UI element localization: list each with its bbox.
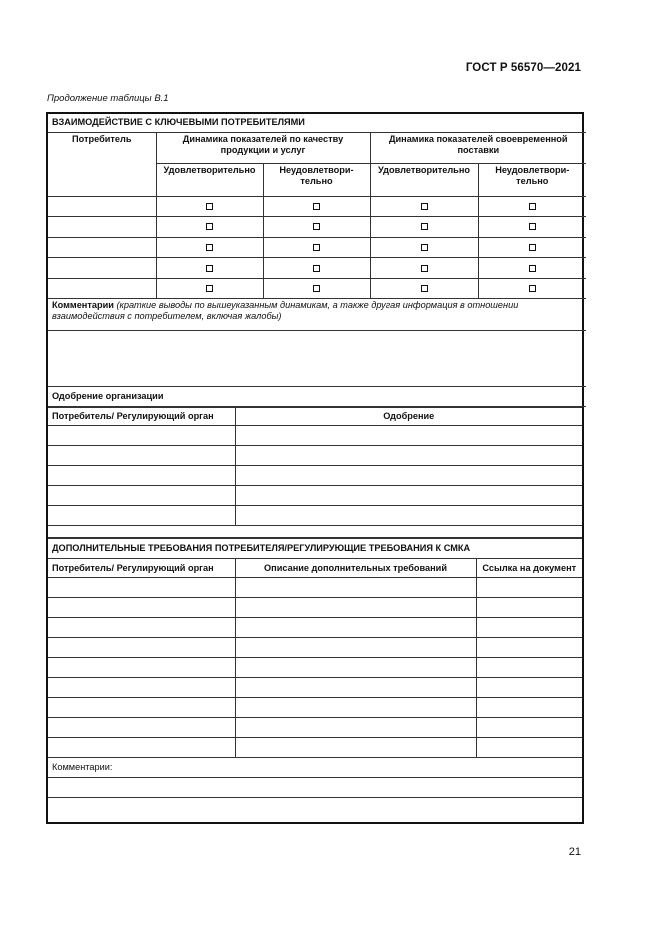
consumer-cell[interactable] <box>48 426 235 446</box>
consumer-cell[interactable] <box>48 506 235 526</box>
table-row <box>48 506 582 526</box>
approval-cell[interactable] <box>235 466 582 486</box>
consumer-cell[interactable] <box>48 196 156 217</box>
checkbox-delivery-satisfactory[interactable] <box>421 285 428 292</box>
comments-area[interactable] <box>48 331 586 387</box>
sub-quality-unsatisfactory: Неудовлетвори-тельно <box>263 163 370 196</box>
col-quality-dynamics: Динамика показателей по качеству продукции и услуг <box>156 132 370 163</box>
consumer-cell[interactable] <box>48 738 235 758</box>
table-row <box>48 738 582 758</box>
consumer-cell[interactable] <box>48 618 235 638</box>
description-cell[interactable] <box>235 578 476 598</box>
form-table <box>46 112 584 824</box>
description-cell[interactable] <box>235 738 476 758</box>
checkbox-delivery-satisfactory[interactable] <box>421 244 428 251</box>
standard-designation: ГОСТ Р 56570—2021 <box>465 62 581 74</box>
col-description: Описание дополнительных требований <box>235 559 476 578</box>
consumer-cell[interactable] <box>48 578 235 598</box>
checkbox-delivery-unsatisfactory[interactable] <box>529 244 536 251</box>
description-cell[interactable] <box>235 618 476 638</box>
description-cell[interactable] <box>235 598 476 618</box>
consumer-cell[interactable] <box>48 598 235 618</box>
checkbox-delivery-satisfactory[interactable] <box>421 203 428 210</box>
checkbox-quality-unsatisfactory[interactable] <box>313 285 320 292</box>
checkbox-delivery-unsatisfactory[interactable] <box>529 285 536 292</box>
table-row <box>48 698 582 718</box>
additional-requirements-table <box>48 538 582 820</box>
table-row <box>48 217 586 238</box>
col-document-reference: Ссылка на документ <box>476 559 582 578</box>
approval-cell[interactable] <box>235 506 582 526</box>
checkbox-quality-satisfactory[interactable] <box>206 265 213 272</box>
consumer-cell[interactable] <box>48 698 235 718</box>
reference-cell[interactable] <box>476 738 582 758</box>
description-cell[interactable] <box>235 718 476 738</box>
table-row <box>48 196 586 217</box>
table-row <box>48 578 582 598</box>
reference-cell[interactable] <box>476 578 582 598</box>
checkbox-quality-satisfactory[interactable] <box>206 223 213 230</box>
sub-delivery-unsatisfactory: Неудовлетвори-тельно <box>478 163 586 196</box>
section-key-consumers-title: ВЗАИМОДЕЙСТВИЕ С КЛЮЧЕВЫМИ ПОТРЕБИТЕЛЯМИ <box>48 114 586 132</box>
page-number: 21 <box>568 846 581 858</box>
reference-cell[interactable] <box>476 718 582 738</box>
reference-cell[interactable] <box>476 598 582 618</box>
reference-cell[interactable] <box>476 658 582 678</box>
consumer-cell[interactable] <box>48 278 156 299</box>
consumer-cell[interactable] <box>48 486 235 506</box>
table-row <box>48 618 582 638</box>
consumer-cell[interactable] <box>48 258 156 279</box>
consumer-cell[interactable] <box>48 237 156 258</box>
checkbox-quality-unsatisfactory[interactable] <box>313 223 320 230</box>
approval-table <box>48 407 582 538</box>
description-cell[interactable] <box>235 658 476 678</box>
consumer-cell[interactable] <box>48 718 235 738</box>
reference-cell[interactable] <box>476 638 582 658</box>
reference-cell[interactable] <box>476 678 582 698</box>
col-approval: Одобрение <box>235 408 582 426</box>
description-cell[interactable] <box>235 678 476 698</box>
table-row <box>48 237 586 258</box>
sub-delivery-satisfactory: Удовлетворительно <box>370 163 478 196</box>
table-row <box>48 446 582 466</box>
key-consumers-table <box>48 114 586 407</box>
table-continuation-caption: Продолжение таблицы В.1 <box>47 93 169 104</box>
comments-label: Комментарии <box>52 300 114 311</box>
table-row <box>48 598 582 618</box>
checkbox-delivery-satisfactory[interactable] <box>421 265 428 272</box>
comments-label-row: Комментарии: <box>48 758 582 778</box>
col-consumer-regulator: Потребитель/ Регулирующий орган <box>48 408 235 426</box>
checkbox-delivery-unsatisfactory[interactable] <box>529 223 536 230</box>
col-consumer-regulator: Потребитель/ Регулирующий орган <box>48 559 235 578</box>
consumer-cell[interactable] <box>48 638 235 658</box>
col-consumer: Потребитель <box>48 132 156 196</box>
checkbox-quality-unsatisfactory[interactable] <box>313 203 320 210</box>
table-row <box>48 658 582 678</box>
description-cell[interactable] <box>235 698 476 718</box>
comments-consumer-interaction <box>48 299 586 331</box>
comments-line[interactable] <box>48 798 582 820</box>
table-row <box>48 258 586 279</box>
approval-cell[interactable] <box>235 426 582 446</box>
checkbox-quality-satisfactory[interactable] <box>206 285 213 292</box>
checkbox-delivery-satisfactory[interactable] <box>421 223 428 230</box>
comments-hint: (краткие выводы по вышеуказанным динамикам, а также другая информация в отношении взаимодействия с потребителем, включая жалобы) <box>52 300 519 322</box>
checkbox-delivery-unsatisfactory[interactable] <box>529 265 536 272</box>
description-cell[interactable] <box>235 638 476 658</box>
approval-cell[interactable] <box>235 486 582 506</box>
table-row <box>48 426 582 446</box>
table-row <box>48 278 586 299</box>
consumer-cell[interactable] <box>48 217 156 238</box>
table-row <box>48 678 582 698</box>
checkbox-quality-satisfactory[interactable] <box>206 203 213 210</box>
checkbox-quality-unsatisfactory[interactable] <box>313 244 320 251</box>
sub-quality-satisfactory: Удовлетворительно <box>156 163 263 196</box>
reference-cell[interactable] <box>476 698 582 718</box>
consumer-cell[interactable] <box>48 466 235 486</box>
consumer-cell[interactable] <box>48 658 235 678</box>
approval-cell[interactable] <box>235 446 582 466</box>
section-additional-requirements-title: ДОПОЛНИТЕЛЬНЫЕ ТРЕБОВАНИЯ ПОТРЕБИТЕЛЯ/РЕГУЛИРУЮЩИЕ ТРЕБОВАНИЯ К СМКА <box>48 539 582 559</box>
col-delivery-dynamics: Динамика показателей своевременной поставки <box>370 132 586 163</box>
checkbox-quality-satisfactory[interactable] <box>206 244 213 251</box>
table-row <box>48 638 582 658</box>
table-row <box>48 466 582 486</box>
spacer-row <box>48 526 582 538</box>
consumer-cell[interactable] <box>48 678 235 698</box>
table-row <box>48 486 582 506</box>
reference-cell[interactable] <box>476 618 582 638</box>
checkbox-delivery-unsatisfactory[interactable] <box>529 203 536 210</box>
table-row <box>48 718 582 738</box>
consumer-cell[interactable] <box>48 446 235 466</box>
checkbox-quality-unsatisfactory[interactable] <box>313 265 320 272</box>
approval-title: Одобрение организации <box>48 387 586 407</box>
comments-line[interactable] <box>48 778 582 798</box>
